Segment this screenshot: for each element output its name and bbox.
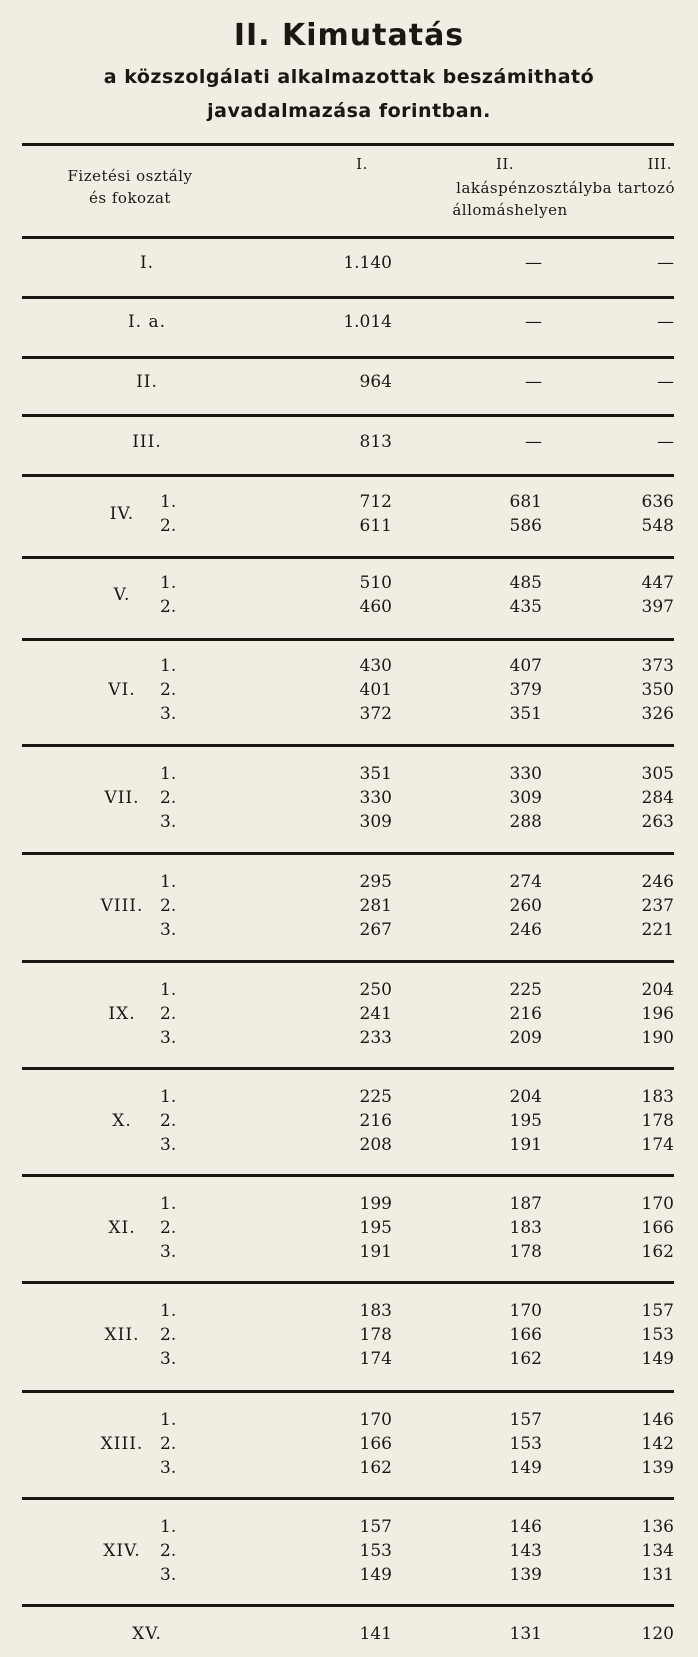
salary-value-cell: 170: [359, 1410, 392, 1430]
salary-value-cell: 712: [359, 492, 392, 512]
salary-grade-label: 1.: [160, 980, 177, 1000]
salary-grade-label: 2.: [160, 1541, 177, 1561]
salary-value-cell: 139: [641, 1458, 674, 1478]
salary-value-cell: 204: [641, 980, 674, 1000]
table-row: [22, 1624, 674, 1648]
salary-value-cell: 120: [641, 1624, 674, 1644]
row-separator-rule: [22, 960, 674, 963]
table-row: [22, 980, 674, 1004]
salary-value-cell: 134: [641, 1541, 674, 1561]
salary-value-cell: 246: [509, 920, 542, 940]
table-row: [22, 1325, 674, 1349]
document-title: II. Kimutatás: [233, 18, 465, 53]
table-row: [22, 920, 674, 944]
salary-class-label: VIII.: [100, 896, 144, 916]
salary-value-cell: 309: [359, 812, 392, 832]
salary-value-cell: 204: [509, 1087, 542, 1107]
row-separator-rule: [22, 414, 674, 417]
salary-grade-label: 1.: [160, 1301, 177, 1321]
salary-grade-label: 3.: [160, 1242, 177, 1262]
salary-value-cell: 131: [509, 1624, 542, 1644]
salary-grade-label: 1.: [160, 872, 177, 892]
row-separator-rule: [22, 1281, 674, 1284]
salary-class-label: I. a.: [127, 312, 167, 332]
salary-class-label: V.: [113, 585, 131, 605]
salary-value-cell: 183: [641, 1087, 674, 1107]
table-row: [22, 1541, 674, 1565]
salary-grade-label: 3.: [160, 812, 177, 832]
salary-value-cell: 166: [509, 1325, 542, 1345]
salary-value-cell: 267: [359, 920, 392, 940]
salary-grade-label: 1.: [160, 1194, 177, 1214]
salary-value-cell: 191: [359, 1242, 392, 1262]
salary-class-label: III.: [132, 432, 162, 452]
salary-value-cell: 195: [509, 1111, 542, 1131]
salary-value-cell: 142: [641, 1434, 674, 1454]
salary-value-cell: 350: [641, 680, 674, 700]
salary-value-cell: 351: [509, 704, 542, 724]
salary-value-cell: 191: [509, 1135, 542, 1155]
salary-value-cell: 964: [359, 372, 392, 392]
salary-grade-label: 2.: [160, 1325, 177, 1345]
salary-value-cell: —: [657, 253, 674, 273]
row-separator-rule: [22, 744, 674, 747]
salary-value-cell: 241: [359, 1004, 392, 1024]
salary-value-cell: 178: [359, 1325, 392, 1345]
salary-value-cell: 260: [509, 896, 542, 916]
salary-grade-label: 3.: [160, 1565, 177, 1585]
salary-value-cell: 284: [641, 788, 674, 808]
salary-value-cell: —: [657, 372, 674, 392]
salary-value-cell: 166: [359, 1434, 392, 1454]
salary-value-cell: 149: [641, 1349, 674, 1369]
salary-value-cell: 153: [509, 1434, 542, 1454]
table-row: [22, 1242, 674, 1266]
salary-value-cell: 170: [641, 1194, 674, 1214]
salary-value-cell: —: [525, 432, 542, 452]
salary-grade-label: 2.: [160, 597, 177, 617]
table-row: [22, 680, 674, 704]
salary-class-label: XII.: [104, 1325, 140, 1345]
row-separator-rule: [22, 1604, 674, 1607]
salary-grade-label: 1.: [160, 1517, 177, 1537]
header-class-line1: Fizetési osztály: [67, 167, 193, 185]
salary-value-cell: 373: [641, 656, 674, 676]
salary-value-cell: 435: [509, 597, 542, 617]
salary-value-cell: —: [525, 372, 542, 392]
salary-grade-label: 3.: [160, 1458, 177, 1478]
salary-value-cell: 174: [359, 1349, 392, 1369]
salary-value-cell: 195: [359, 1218, 392, 1238]
salary-grade-label: 1.: [160, 656, 177, 676]
salary-class-label: XIV.: [103, 1541, 141, 1561]
salary-value-cell: 190: [641, 1028, 674, 1048]
salary-value-cell: 611: [359, 516, 392, 536]
salary-value-cell: 813: [359, 432, 392, 452]
salary-grade-label: 2.: [160, 680, 177, 700]
header-col2: II.: [495, 155, 515, 173]
salary-value-cell: 131: [641, 1565, 674, 1585]
salary-value-cell: 263: [641, 812, 674, 832]
salary-value-cell: 174: [641, 1135, 674, 1155]
salary-value-cell: 166: [641, 1218, 674, 1238]
salary-value-cell: 183: [359, 1301, 392, 1321]
salary-value-cell: 216: [509, 1004, 542, 1024]
row-separator-rule: [22, 1067, 674, 1070]
salary-grade-label: 1.: [160, 1410, 177, 1430]
salary-grade-label: 3.: [160, 1135, 177, 1155]
salary-grade-label: 1.: [160, 764, 177, 784]
salary-value-cell: 187: [509, 1194, 542, 1214]
salary-value-cell: 636: [641, 492, 674, 512]
table-row: [22, 764, 674, 788]
salary-value-cell: 139: [509, 1565, 542, 1585]
salary-value-cell: 143: [509, 1541, 542, 1561]
salary-value-cell: 330: [359, 788, 392, 808]
salary-class-label: VI.: [108, 680, 136, 700]
salary-value-cell: —: [657, 432, 674, 452]
salary-value-cell: 1.140: [343, 253, 392, 273]
salary-value-cell: 209: [509, 1028, 542, 1048]
salary-value-cell: 153: [359, 1541, 392, 1561]
table-row: [22, 516, 674, 540]
row-separator-rule: [22, 296, 674, 299]
salary-value-cell: 149: [359, 1565, 392, 1585]
salary-value-cell: 274: [509, 872, 542, 892]
table-row: [22, 896, 674, 920]
salary-class-label: XI.: [108, 1218, 136, 1238]
salary-value-cell: 460: [359, 597, 392, 617]
salary-grade-label: 3.: [160, 704, 177, 724]
salary-value-cell: 326: [641, 704, 674, 724]
salary-value-cell: 295: [359, 872, 392, 892]
salary-class-label: XIII.: [100, 1434, 144, 1454]
salary-value-cell: 149: [509, 1458, 542, 1478]
salary-value-cell: 136: [641, 1517, 674, 1537]
header-col3: III.: [647, 155, 672, 173]
row-separator-rule: [22, 1174, 674, 1177]
table-row: [22, 312, 674, 336]
salary-grade-label: 1.: [160, 573, 177, 593]
salary-value-cell: 330: [509, 764, 542, 784]
salary-value-cell: 586: [509, 516, 542, 536]
salary-value-cell: 681: [509, 492, 542, 512]
table-row: [22, 812, 674, 836]
table-row: [22, 1349, 674, 1373]
table-row: [22, 1410, 674, 1434]
salary-class-label: X.: [112, 1111, 132, 1131]
table-row: [22, 704, 674, 728]
table-row: [22, 432, 674, 456]
salary-value-cell: 146: [641, 1410, 674, 1430]
salary-value-cell: 430: [359, 656, 392, 676]
salary-value-cell: 208: [359, 1135, 392, 1155]
salary-value-cell: 351: [359, 764, 392, 784]
salary-value-cell: 157: [641, 1301, 674, 1321]
header-col1: I.: [356, 155, 368, 173]
row-separator-rule: [22, 638, 674, 641]
salary-grade-label: 2.: [160, 1218, 177, 1238]
row-separator-rule: [22, 474, 674, 477]
salary-grade-label: 2.: [160, 516, 177, 536]
table-row: [22, 1458, 674, 1482]
salary-grade-label: 1.: [160, 492, 177, 512]
salary-value-cell: 397: [641, 597, 674, 617]
salary-grade-label: 3.: [160, 920, 177, 940]
header-class-line2: és fokozat: [89, 189, 171, 207]
salary-value-cell: 237: [641, 896, 674, 916]
salary-value-cell: 225: [359, 1087, 392, 1107]
salary-value-cell: 196: [641, 1004, 674, 1024]
row-separator-rule: [22, 356, 674, 359]
salary-value-cell: 372: [359, 704, 392, 724]
table-row: [22, 1004, 674, 1028]
table-row: [22, 597, 674, 621]
salary-value-cell: 407: [509, 656, 542, 676]
salary-value-cell: 170: [509, 1301, 542, 1321]
header-bottom-rule: [22, 236, 674, 239]
salary-value-cell: 157: [509, 1410, 542, 1430]
header-span-line2: állomáshelyen: [452, 201, 568, 219]
salary-value-cell: 309: [509, 788, 542, 808]
salary-value-cell: —: [525, 253, 542, 273]
table-row: [22, 1087, 674, 1111]
table-row: [22, 1565, 674, 1589]
salary-grade-label: 2.: [160, 788, 177, 808]
salary-grade-label: 2.: [160, 1004, 177, 1024]
salary-value-cell: 141: [359, 1624, 392, 1644]
salary-class-label: IV.: [109, 504, 135, 524]
table-top-rule: [22, 143, 674, 146]
table-row: [22, 788, 674, 812]
salary-value-cell: 221: [641, 920, 674, 940]
document-subtitle-line2: javadalmazása forintban.: [207, 100, 491, 122]
salary-value-cell: 548: [641, 516, 674, 536]
salary-value-cell: 510: [359, 573, 392, 593]
salary-value-cell: 162: [359, 1458, 392, 1478]
table-row: [22, 492, 674, 516]
salary-value-cell: 250: [359, 980, 392, 1000]
row-separator-rule: [22, 556, 674, 559]
salary-class-label: I.: [139, 253, 155, 273]
salary-value-cell: 233: [359, 1028, 392, 1048]
salary-value-cell: 162: [641, 1242, 674, 1262]
table-row: [22, 1434, 674, 1458]
salary-value-cell: 216: [359, 1111, 392, 1131]
salary-class-label: II.: [136, 372, 158, 392]
salary-value-cell: 246: [641, 872, 674, 892]
table-row: [22, 872, 674, 896]
row-separator-rule: [22, 1497, 674, 1500]
salary-value-cell: 225: [509, 980, 542, 1000]
salary-value-cell: 157: [359, 1517, 392, 1537]
salary-value-cell: 1.014: [343, 312, 392, 332]
salary-class-label: VII.: [104, 788, 140, 808]
header-span-line1: lakáspénzosztályba tartozó: [456, 179, 675, 197]
table-row: [22, 372, 674, 396]
salary-value-cell: 162: [509, 1349, 542, 1369]
salary-value-cell: —: [657, 312, 674, 332]
table-row: [22, 1135, 674, 1159]
salary-grade-label: 2.: [160, 1111, 177, 1131]
table-row: [22, 1028, 674, 1052]
salary-value-cell: 281: [359, 896, 392, 916]
salary-grade-label: 2.: [160, 1434, 177, 1454]
salary-value-cell: 199: [359, 1194, 392, 1214]
salary-value-cell: 485: [509, 573, 542, 593]
table-row: [22, 1517, 674, 1541]
salary-value-cell: 305: [641, 764, 674, 784]
table-row: [22, 1111, 674, 1135]
document-subtitle-line1: a közszolgálati alkalmazottak beszámitható: [103, 66, 595, 88]
table-row: [22, 253, 674, 277]
row-separator-rule: [22, 852, 674, 855]
salary-class-label: IX.: [108, 1004, 136, 1024]
salary-value-cell: 153: [641, 1325, 674, 1345]
table-row: [22, 1194, 674, 1218]
salary-value-cell: 288: [509, 812, 542, 832]
salary-grade-label: 2.: [160, 896, 177, 916]
table-row: [22, 1218, 674, 1242]
salary-value-cell: 401: [359, 680, 392, 700]
salary-value-cell: 183: [509, 1218, 542, 1238]
table-row: [22, 573, 674, 597]
salary-grade-label: 3.: [160, 1028, 177, 1048]
salary-value-cell: 447: [641, 573, 674, 593]
salary-grade-label: 3.: [160, 1349, 177, 1369]
salary-grade-label: 1.: [160, 1087, 177, 1107]
salary-value-cell: 178: [509, 1242, 542, 1262]
table-row: [22, 656, 674, 680]
salary-value-cell: 178: [641, 1111, 674, 1131]
table-row: [22, 1301, 674, 1325]
row-separator-rule: [22, 1390, 674, 1393]
salary-value-cell: 146: [509, 1517, 542, 1537]
salary-value-cell: 379: [509, 680, 542, 700]
salary-class-label: XV.: [132, 1624, 162, 1644]
salary-value-cell: —: [525, 312, 542, 332]
